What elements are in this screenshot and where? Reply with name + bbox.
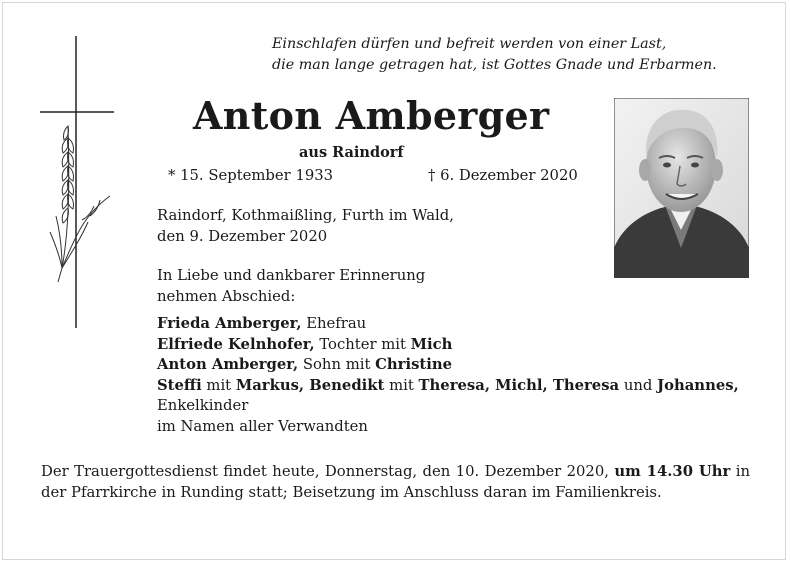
place-date: [157, 206, 454, 247]
birth-date: * 15. September 1933: [168, 167, 334, 184]
mourner-row: Frieda Amberger, Ehefrau: [157, 315, 367, 332]
date-line: den 9. Dezember 2020: [157, 227, 328, 245]
farewell-intro: [157, 266, 425, 307]
mourner-row: Elfriede Kelnhofer, Tochter mit Mich: [157, 335, 453, 353]
mourner-row: Anton Amberger, Sohn mit Christine: [157, 356, 453, 373]
service-time: um 14.30 Uhr: [614, 463, 731, 480]
deceased-name: Anton Amberger: [193, 93, 550, 138]
origin: aus Raindorf: [299, 144, 404, 161]
mourners-list: [157, 314, 739, 437]
mourner-row: Enkelkinder: [157, 397, 249, 414]
death-date: † 6. Dezember 2020: [428, 167, 578, 184]
quote-line-1: Einschlafen dürfen und befreit werden von einer Last,: [272, 36, 667, 52]
intro-line-2: nehmen Abschied:: [157, 287, 296, 305]
mourner-row: im Namen aller Verwandten: [157, 417, 368, 435]
cross-with-wheat-icon: [38, 36, 118, 328]
service-text-2: in der Pfarrkirche in Runding statt; Beisetzung im Anschluss daran im Familienkreis.: [41, 463, 750, 501]
quote: [272, 34, 717, 76]
intro-line-1: In Liebe und dankbarer Erinnerung: [157, 267, 426, 284]
quote-line-2: die man lange getragen hat, ist Gottes Gnade und Erbarmen.: [272, 57, 717, 73]
service-info: [41, 462, 750, 503]
portrait-photo: [614, 98, 749, 278]
service-text-1: Der Trauergottesdienst findet heute, Donnerstag, den 10. Dezember 2020,: [41, 463, 615, 480]
mourner-row: Steffi mit Markus, Benedikt mit Theresa, Michl, Theresa und Johannes,: [157, 376, 739, 394]
place-line: Raindorf, Kothmaißling, Furth im Wald,: [157, 207, 454, 224]
